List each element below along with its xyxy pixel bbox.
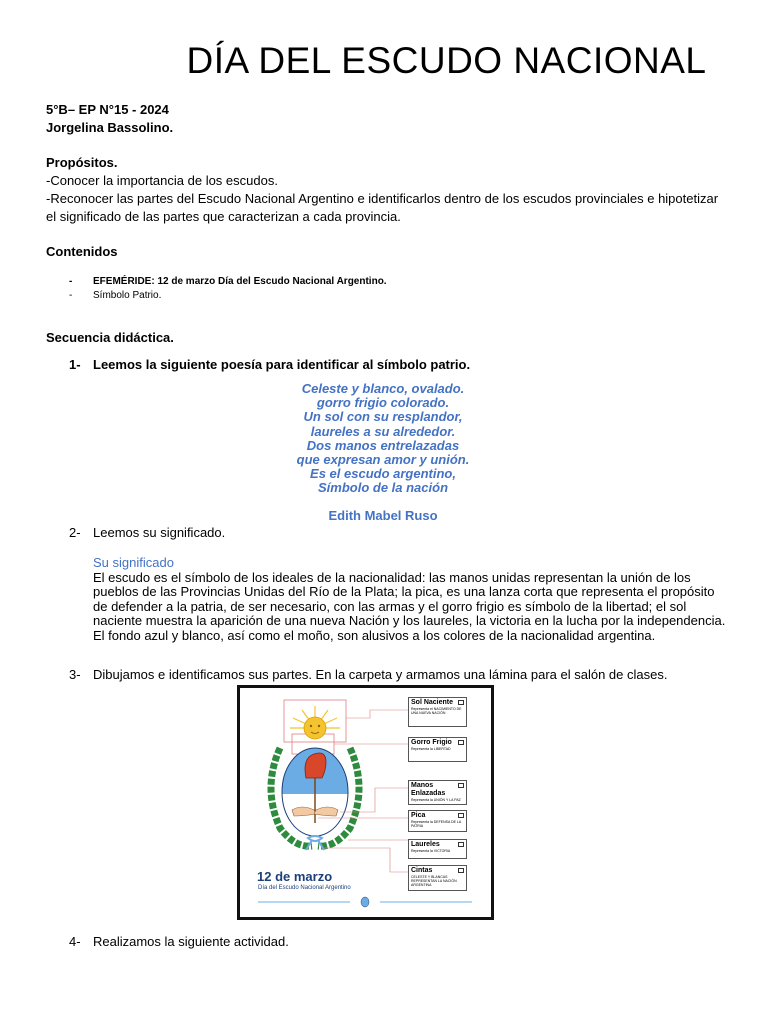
label-sol-naciente: Sol Naciente Representa el NACIMIENTO DE UNA NUEVA NACIÓN (408, 697, 467, 727)
small-emblem-icon (361, 897, 369, 907)
sun-icon (304, 717, 326, 739)
poem-line: Celeste y blanco, ovalado. (301, 381, 465, 396)
proposito-item: -Reconocer las partes del Escudo Nacional Argentino e identificarlos dentro de los escudos provinciales e hipotetizar (46, 191, 719, 206)
poster-caption: Día del Escudo Nacional Argentino (258, 885, 351, 891)
label-laureles: Laureles Representa la VICTORIA (408, 839, 467, 859)
image-icon (458, 700, 464, 705)
image-icon (458, 842, 464, 847)
image-icon (458, 783, 464, 788)
step-text: Leemos su significado. (93, 525, 226, 540)
course-line: 5°B– EP N°15 - 2024 (46, 102, 169, 117)
significado-line: El fondo azul y blanco, así como el moño, son alusivos a los colores de la nacionalidad argentina. (93, 627, 656, 643)
label-cintas: Cintas CELESTE Y BLANCAS REPRESENTAN LA NACIÓN ARGENTINA (408, 865, 467, 891)
image-icon (458, 740, 464, 745)
contenido-item: EFEMÉRIDE: 12 de marzo Día del Escudo Nacional Argentino. (93, 276, 387, 287)
significado-title: Su significado (93, 555, 174, 570)
poem-line: Un sol con su resplandor, (303, 409, 463, 425)
secuencia-heading: Secuencia didáctica. (46, 330, 174, 345)
poem-line: que expresan amor y unión. (296, 452, 470, 468)
step-text: Dibujamos e identificamos sus partes. En la carpeta y armamos una lámina para el salón de clases. (93, 667, 668, 682)
poster-date: 12 de marzo (257, 869, 333, 884)
poem-line: gorro frigio colorado. (316, 395, 450, 411)
significado-block (93, 556, 733, 644)
step-number: 3- (69, 667, 81, 682)
label-manos-enlazadas: Manos Enlazadas Representa la UNIÓN Y LA PAZ (408, 780, 467, 805)
significado-line: de defender a la patria, de ser necesario, con las armas y el gorro frigio es símbolo de la libertad; el sol (93, 598, 687, 614)
list-bullet: - (69, 276, 73, 287)
contenidos-heading: Contenidos (46, 244, 118, 259)
escudo-poster-image (237, 685, 494, 920)
page-title: DÍA DEL ESCUDO NACIONAL (186, 40, 707, 81)
image-icon (458, 813, 464, 818)
label-pica: Pica Representa la DEFENSA DE LA PATRIA (408, 810, 467, 832)
poem-line: Es el escudo argentino, (310, 466, 456, 482)
significado-line: pueblos de las Provincias Unidas del Río de la Plata; la pica, es una lanza corta que representa el propósito (93, 584, 715, 600)
label-gorro-frigio: Gorro Frigio Representa la LIBERTAD (408, 737, 467, 762)
step-number: 4- (69, 934, 81, 949)
poem-author: Edith Mabel Ruso (328, 508, 438, 523)
step-number: 1- (69, 357, 81, 372)
propositos-heading: Propósitos. (46, 155, 118, 170)
poem-line: laureles a su alrededor. (310, 423, 456, 439)
proposito-item: -Conocer la importancia de los escudos. (46, 173, 278, 188)
image-icon (458, 868, 464, 873)
poem (230, 382, 536, 496)
significado-line: El escudo es el símbolo de los ideales de la nacionalidad: las manos unidas representan la unión de los (93, 569, 691, 585)
proposito-item: el significado de las partes que caracterizan a cada provincia. (46, 209, 401, 224)
significado-line: naciente muestra la aparición de una nueva Nación y los laureles, la victoria en la lucha por la independencia. (93, 613, 726, 629)
list-bullet: - (69, 290, 73, 301)
step-text: Leemos la siguiente poesía para identificar al símbolo patrio. (93, 357, 471, 372)
contenido-item: Símbolo Patrio. (93, 290, 162, 301)
step-text: Realizamos la siguiente actividad. (93, 934, 289, 949)
teacher-name: Jorgelina Bassolino. (46, 120, 174, 135)
poem-line: Símbolo de la nación (317, 480, 449, 496)
poem-line: Dos manos entrelazadas (306, 437, 460, 453)
step-number: 2- (69, 525, 81, 540)
